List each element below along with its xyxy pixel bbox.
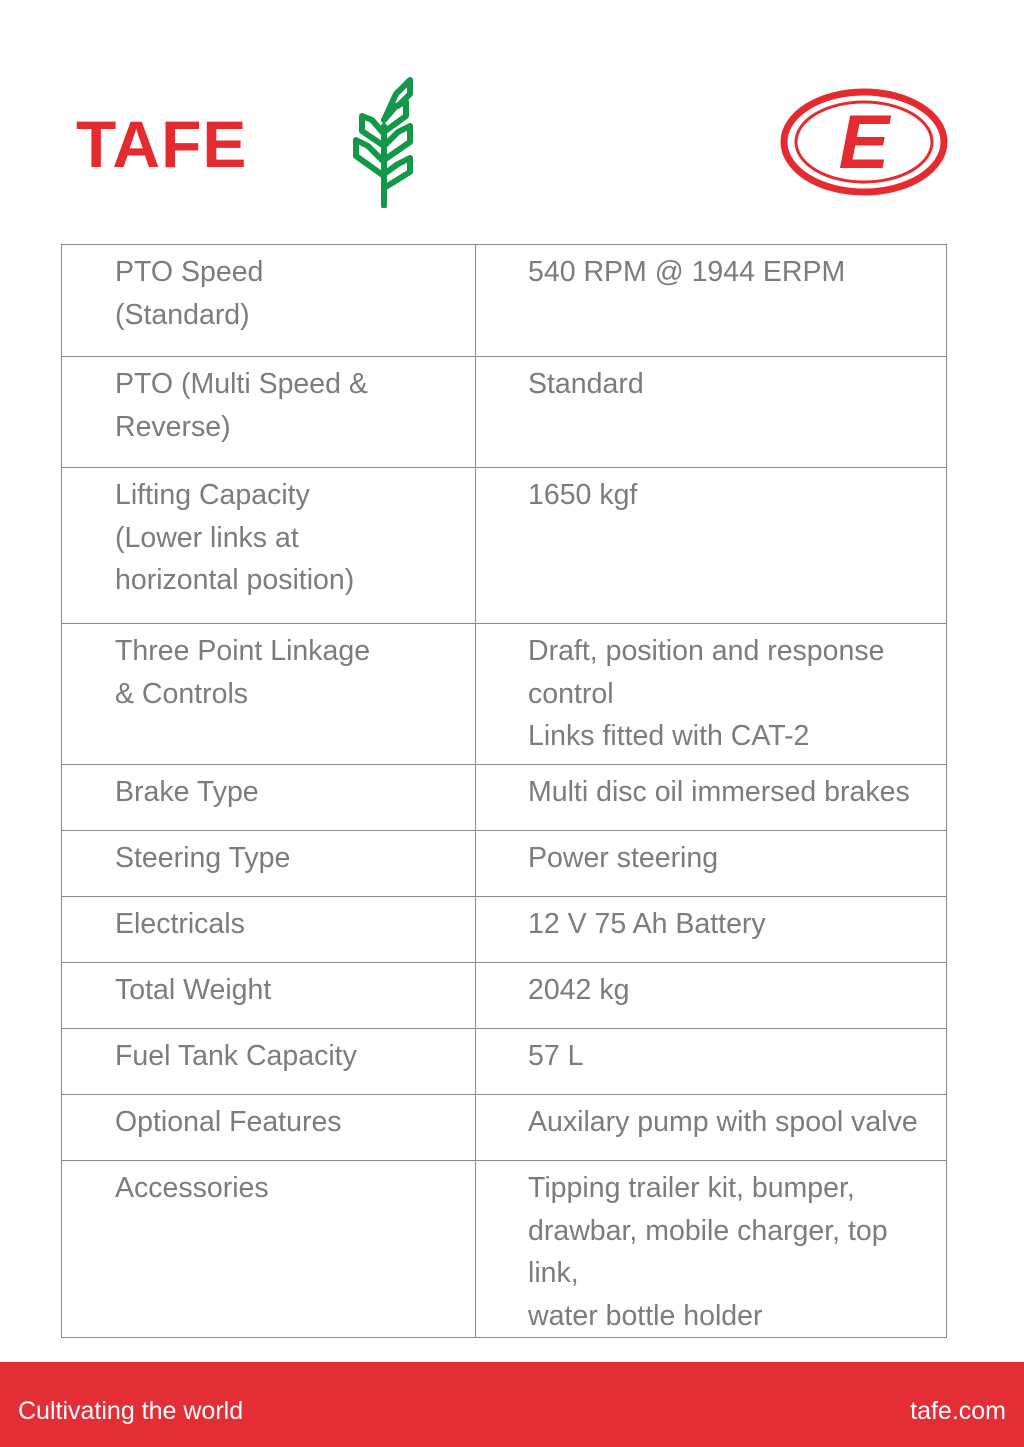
spec-label xyxy=(62,765,476,831)
spec-row xyxy=(62,897,947,963)
spec-label xyxy=(62,1161,476,1338)
spec-row xyxy=(62,624,947,765)
spec-row xyxy=(62,963,947,1029)
wheat-leaf-icon xyxy=(348,76,420,208)
spec-label-line: Lifting Capacity xyxy=(115,479,310,511)
spec-label-line: Optional Features xyxy=(115,1106,342,1138)
spec-label-line: Total Weight xyxy=(115,974,272,1006)
spec-label-line: (Standard) xyxy=(115,298,250,331)
tafe-logo xyxy=(76,76,426,208)
spec-label-line: Fuel Tank Capacity xyxy=(115,1040,357,1072)
spec-value xyxy=(476,1161,947,1338)
spec-value-line: 12 V 75 Ah Battery xyxy=(528,908,766,940)
emblem-letter: E xyxy=(838,100,890,185)
specifications-table xyxy=(61,244,947,1338)
spec-label xyxy=(62,1029,476,1095)
spec-row xyxy=(62,831,947,897)
tafe-wordmark: TAFE xyxy=(76,107,248,181)
spec-label-line: Steering Type xyxy=(115,842,291,874)
spec-label-line: Three Point Linkage xyxy=(115,635,371,667)
spec-row xyxy=(62,765,947,831)
spec-row xyxy=(62,357,947,468)
spec-value xyxy=(476,468,947,624)
spec-value-line: Auxilary pump with spool valve xyxy=(528,1106,918,1138)
spec-value xyxy=(476,624,947,765)
spec-label xyxy=(62,357,476,468)
spec-value xyxy=(476,245,947,357)
spec-row xyxy=(62,468,947,624)
spec-value xyxy=(476,765,947,831)
spec-label-line: Brake Type xyxy=(115,776,259,808)
spec-row xyxy=(62,1095,947,1161)
spec-value-line: Links fitted with CAT-2 xyxy=(528,720,810,752)
spec-value xyxy=(476,831,947,897)
spec-label-line: PTO Speed xyxy=(115,256,264,288)
spec-value xyxy=(476,897,947,963)
spec-value-line: Tipping trailer kit, bumper, xyxy=(528,1172,855,1204)
spec-label xyxy=(62,1095,476,1161)
spec-label xyxy=(62,624,476,765)
leaf-stroke xyxy=(384,158,410,188)
footer-website-link[interactable]: tafe.com xyxy=(910,1397,1006,1425)
spec-value-line: Draft, position and response xyxy=(528,635,885,667)
spec-label-line: Electricals xyxy=(115,908,245,940)
spec-label xyxy=(62,831,476,897)
spec-row xyxy=(62,1161,947,1338)
spec-value-line: 2042 kg xyxy=(528,974,630,1006)
spec-value xyxy=(476,1029,947,1095)
footer-tagline: Cultivating the world xyxy=(18,1397,244,1425)
spec-label-line: & Controls xyxy=(115,677,249,710)
spec-label-line: PTO (Multi Speed & xyxy=(115,368,368,400)
spec-row xyxy=(62,245,947,357)
spec-label-line: Reverse) xyxy=(115,410,231,443)
spec-value-line: Multi disc oil immersed brakes xyxy=(528,776,910,808)
spec-label-line: Accessories xyxy=(115,1172,269,1204)
spec-value-line: 57 L xyxy=(528,1040,584,1072)
spec-value-line: Standard xyxy=(528,368,644,400)
spec-value-line: control xyxy=(528,677,614,710)
spec-label xyxy=(62,897,476,963)
spec-label xyxy=(62,468,476,624)
spec-label xyxy=(62,245,476,357)
spec-value-line: 540 RPM @ 1944 ERPM xyxy=(528,256,846,288)
footer-bar xyxy=(0,1362,1024,1447)
spec-value xyxy=(476,963,947,1029)
spec-value xyxy=(476,357,947,468)
spec-label-line: horizontal position) xyxy=(115,564,355,596)
spec-value-line: drawbar, mobile charger, top link, xyxy=(528,1214,888,1289)
spec-label xyxy=(62,963,476,1029)
spec-value xyxy=(476,1095,947,1161)
spec-label-line: (Lower links at xyxy=(115,521,299,554)
eicher-e-emblem-icon xyxy=(780,88,948,196)
spec-value-line: Power steering xyxy=(528,842,719,874)
spec-value-line: 1650 kgf xyxy=(528,479,638,511)
spec-value-line: water bottle holder xyxy=(528,1299,763,1332)
spec-row xyxy=(62,1029,947,1095)
